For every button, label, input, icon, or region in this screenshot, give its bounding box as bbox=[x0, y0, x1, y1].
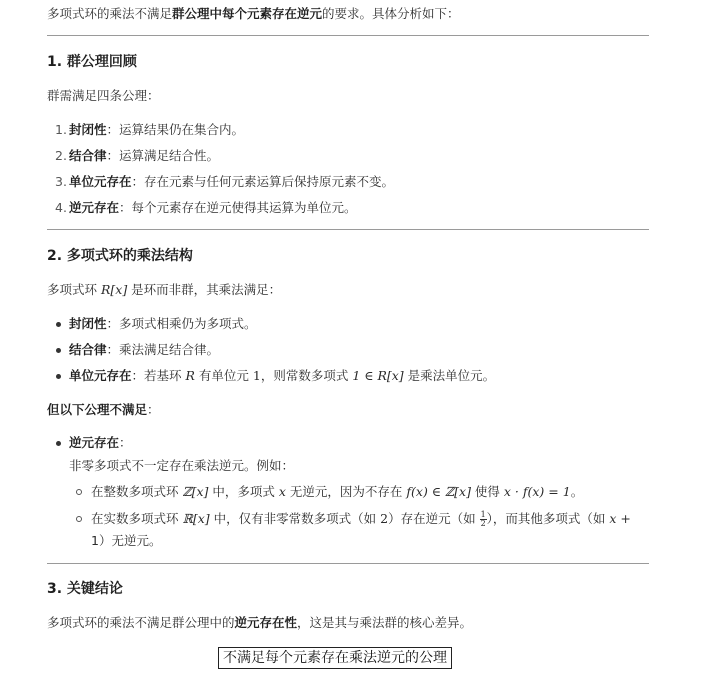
circle-bullet-icon bbox=[76, 516, 82, 522]
divider bbox=[47, 35, 649, 36]
bullet-icon bbox=[56, 441, 61, 446]
boxed-answer: 不满足每个元素存在乘法逆元的公理 bbox=[218, 647, 452, 669]
section-heading-axioms: 1. 群公理回顾 bbox=[47, 54, 137, 70]
list-item: 单位元存在：若基环 R 有单位元 1，则常数多项式 1 ∈ R[x] 是乘法单位元。 bbox=[47, 367, 649, 385]
list-item: 2. 结合律：运算满足结合性。 bbox=[55, 148, 220, 163]
bullet-icon bbox=[56, 374, 61, 379]
sub-list-item: 在整数多项式环 ℤ[x] 中，多项式 x 无逆元，因为不存在 f(x) ∈ ℤ[x] 使得 x · f(x) = 1。 bbox=[61, 483, 663, 501]
list-item: 3. 单位元存在：存在元素与任何元素运算后保持原元素不变。 bbox=[55, 174, 395, 189]
intro-bold: 群公理中每个元素存在逆元 bbox=[172, 6, 323, 21]
intro-paragraph bbox=[47, 5, 460, 23]
list-item: 1. 封闭性：运算结果仍在集合内。 bbox=[55, 122, 245, 137]
sub-list-item: 在实数多项式环 ℝ[x] 中，仅有非零常数多项式（如 2）存在逆元（如 $\frac{1}{2}$ ），而其他多项式（如 x + bbox=[61, 510, 663, 528]
section-lead: 多项式环 R[x] 是环而非群，其乘法满足： bbox=[47, 282, 282, 297]
list-item: 结合律：乘法满足结合律。 bbox=[47, 341, 649, 359]
intro-text-end: 的要求。具体分析如下： bbox=[322, 6, 460, 21]
sub-list-item-continuation: 1）无逆元。 bbox=[91, 533, 162, 548]
list-item: 封闭性：多项式相乘仍为多项式。 bbox=[47, 315, 649, 333]
bullet-icon bbox=[56, 348, 61, 353]
circle-bullet-icon bbox=[76, 489, 82, 495]
conclusion-paragraph: 多项式环的乘法不满足群公理中的逆元存在性，这是其与乘法群的核心差异。 bbox=[47, 615, 473, 630]
divider bbox=[47, 229, 649, 230]
section-lead: 群需满足四条公理： bbox=[47, 88, 160, 103]
divider bbox=[47, 563, 649, 564]
bullet-icon bbox=[56, 322, 61, 327]
list-item: 4. 逆元存在：每个元素存在逆元使得其运算为单位元。 bbox=[55, 200, 357, 215]
intro-text: 多项式环的乘法不满足 bbox=[47, 6, 173, 21]
section-heading-conclusion: 3. 关键结论 bbox=[47, 581, 123, 597]
list-item: 逆元存在： bbox=[47, 434, 649, 452]
section-heading-polynomial-ring: 2. 多项式环的乘法结构 bbox=[47, 248, 193, 264]
inverse-explanation: 非零多项式不一定存在乘法逆元。例如： bbox=[69, 458, 295, 473]
fraction-one-half: $\frac{1}{2}$ bbox=[480, 510, 486, 528]
not-satisfied-heading: 但以下公理不满足： bbox=[47, 402, 160, 417]
